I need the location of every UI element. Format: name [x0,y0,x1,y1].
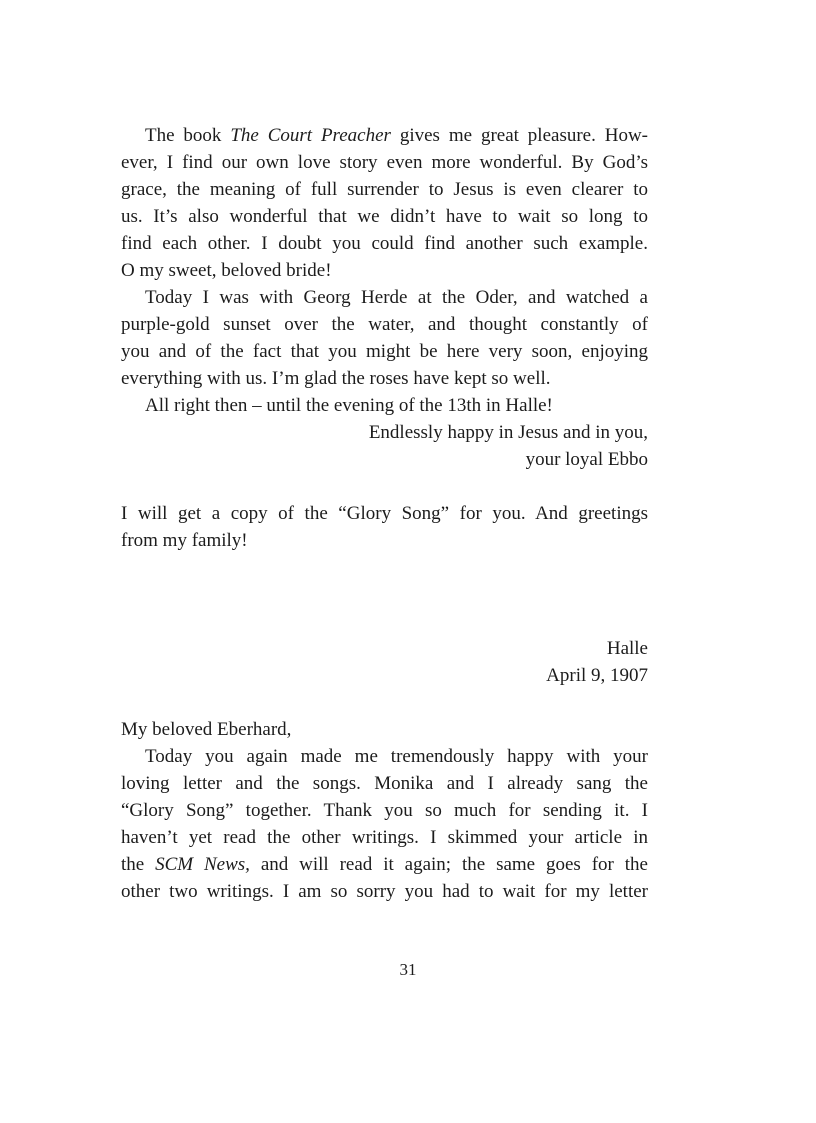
text-line: O my sweet, beloved bride! [121,260,332,281]
closing-line: Endlessly happy in Jesus and in you, [368,422,648,443]
text-line: All right then – until the evening of the 13th in Halle! [145,395,553,416]
publication-title: SCM News, [155,854,250,875]
text-line: I will get a copy of the “Glory Song” for you. And greetings [121,503,648,524]
text-line: “Glory Song” together. Thank you so much for sending it. I [121,800,648,821]
text-line: us. It’s also wonderful that we didn’t have to wait so long to [121,206,648,227]
text-line: other two writings. I am so sorry you had to wait for my letter [121,881,648,902]
text-line: ever, I find our own love story even more wonderful. By God’s [121,152,648,173]
text-line: find each other. I doubt you could find another such example. [121,233,648,254]
text-line: you and of the fact that you might be here very soon, enjoying [121,341,648,362]
text-line: Today I was with Georg Herde at the Oder, and watched a [145,287,648,308]
spacer [121,473,648,500]
text-line: Today you again made me tremendously happy with your [145,746,648,767]
text-line [121,851,648,878]
signature: your loyal Ebbo [525,449,648,470]
paragraph [121,284,648,392]
page-body [121,122,648,905]
place: Halle [606,638,648,659]
paragraph [121,392,648,419]
text-run: The book [145,125,231,146]
paragraph [121,743,648,905]
letter-2 [121,635,648,905]
text-line: everything with us. I’m glad the roses have kept so well. [121,368,551,389]
page-number: 31 [399,960,417,979]
text-line: loving letter and the songs. Monika and I already sang the [121,773,648,794]
spacer [121,689,648,716]
salutation: My beloved Eberhard, [121,719,292,740]
text-run: gives me great pleasure. How- [390,125,649,146]
letter-1 [121,122,648,554]
date: April 9, 1907 [546,665,648,686]
text-line: grace, the meaning of full surrender to Jesus is even clearer to [121,179,648,200]
spacer [121,554,648,635]
text-run: and will read it again; the same goes for the [249,854,648,875]
text-line: haven’t yet read the other writings. I skimmed your article in [121,827,648,848]
text-run: the [121,854,156,875]
letter-header [121,635,648,689]
text-line: purple-gold sunset over the water, and thought constantly of [121,314,648,335]
text-line [121,122,648,149]
postscript [121,500,648,554]
closing [121,419,648,473]
book-title: The Court Preacher [230,125,391,146]
text-line: from my family! [121,530,248,551]
paragraph [121,122,648,284]
